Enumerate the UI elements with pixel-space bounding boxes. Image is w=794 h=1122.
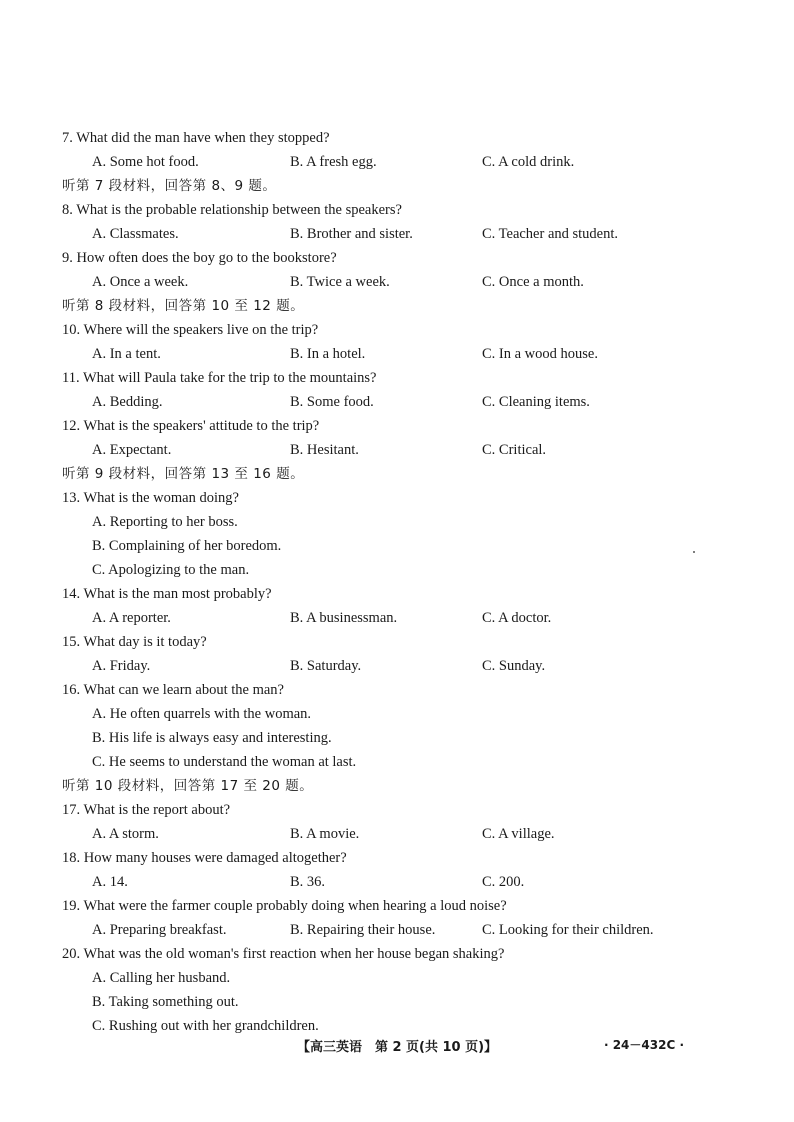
- answer-option-b: B. Twice a week.: [290, 274, 390, 290]
- answer-option-c: C. Cleaning items.: [482, 394, 590, 410]
- answer-option-b: B. Brother and sister.: [290, 226, 413, 242]
- question-stem: 10. Where will the speakers live on the trip?: [62, 322, 319, 338]
- question-stem: 15. What day is it today?: [62, 634, 207, 650]
- section-instruction: 听第 10 段材料，回答第 17 至 20 题。: [62, 778, 314, 794]
- answer-option-c: C. He seems to understand the woman at last.: [92, 754, 357, 770]
- answer-option-a: A. 14.: [92, 874, 128, 890]
- question-stem: 20. What was the old woman's first reaction when her house began shaking?: [62, 946, 505, 962]
- question-stem: 9. How often does the boy go to the bookstore?: [62, 250, 337, 266]
- answer-option-c: C. Sunday.: [482, 658, 546, 674]
- answer-option-c: C. Critical.: [482, 442, 547, 458]
- answer-option-a: A. A storm.: [92, 826, 159, 842]
- answer-options-row: [62, 654, 742, 678]
- answer-option-c: C. 200.: [482, 874, 525, 890]
- question-stem: 19. What were the farmer couple probably doing when hearing a loud noise?: [62, 898, 507, 914]
- question-stem: 17. What is the report about?: [62, 802, 231, 818]
- answer-options-row: [62, 150, 742, 174]
- answer-option-c: C. Looking for their children.: [482, 922, 654, 938]
- question-stem: 7. What did the man have when they stopped?: [62, 130, 330, 146]
- answer-option-a: A. Preparing breakfast.: [92, 922, 227, 938]
- answer-options-row: [62, 438, 742, 462]
- answer-option-a: A. Expectant.: [92, 442, 172, 458]
- question-list: [62, 126, 742, 1038]
- answer-option-c: C. Rushing out with her grandchildren.: [92, 1018, 319, 1034]
- answer-option-b: B. A businessman.: [290, 610, 398, 626]
- question-stem: 13. What is the woman doing?: [62, 490, 239, 506]
- question-stem: 16. What can we learn about the man?: [62, 682, 284, 698]
- answer-option-a: A. Reporting to her boss.: [92, 514, 238, 530]
- answer-option-c: C. A cold drink.: [482, 154, 575, 170]
- footer-page-info: 【高三英语 第 2 页(共 10 页)】: [296, 1040, 498, 1055]
- answer-option-a: A. In a tent.: [92, 346, 161, 362]
- answer-option-b: B. Repairing their house.: [290, 922, 436, 938]
- scan-speck: [693, 551, 695, 553]
- answer-options-row: [62, 222, 742, 246]
- answer-option-b: B. In a hotel.: [290, 346, 366, 362]
- footer-paper-code: · 24－432C ·: [603, 1038, 684, 1052]
- section-instruction: 听第 8 段材料，回答第 10 至 12 题。: [62, 298, 305, 314]
- answer-option-b: B. His life is always easy and interesting.: [92, 730, 332, 746]
- answer-option-c: C. A doctor.: [482, 610, 552, 626]
- answer-option-b: B. Saturday.: [290, 658, 362, 674]
- answer-option-b: B. Hesitant.: [290, 442, 359, 458]
- answer-option-a: A. Classmates.: [92, 226, 179, 242]
- answer-options-row: [62, 342, 742, 366]
- question-stem: 14. What is the man most probably?: [62, 586, 272, 602]
- section-instruction: 听第 9 段材料，回答第 13 至 16 题。: [62, 466, 305, 482]
- answer-option-a: A. Bedding.: [92, 394, 163, 410]
- answer-options-row: [62, 270, 742, 294]
- answer-option-c: C. Teacher and student.: [482, 226, 619, 242]
- answer-option-b: B. A fresh egg.: [290, 154, 377, 170]
- answer-option-a: A. A reporter.: [92, 610, 171, 626]
- answer-option-a: A. Some hot food.: [92, 154, 199, 170]
- question-stem: 11. What will Paula take for the trip to the mountains?: [62, 370, 377, 386]
- answer-option-a: A. Friday.: [92, 658, 151, 674]
- answer-options-row: [62, 390, 742, 414]
- answer-options-row: [62, 870, 742, 894]
- question-stem: 18. How many houses were damaged altogether?: [62, 850, 347, 866]
- answer-option-b: B. Some food.: [290, 394, 374, 410]
- answer-option-c: C. In a wood house.: [482, 346, 598, 362]
- answer-option-b: B. A movie.: [290, 826, 360, 842]
- section-instruction: 听第 7 段材料，回答第 8、9 题。: [62, 178, 277, 194]
- answer-options-row: [62, 918, 742, 942]
- answer-option-c: C. A village.: [482, 826, 555, 842]
- answer-option-a: A. Calling her husband.: [92, 970, 231, 986]
- question-stem: 8. What is the probable relationship between the speakers?: [62, 202, 402, 218]
- answer-option-a: A. He often quarrels with the woman.: [92, 706, 312, 722]
- question-stem: 12. What is the speakers' attitude to the trip?: [62, 418, 320, 434]
- answer-option-b: B. Complaining of her boredom.: [92, 538, 282, 554]
- answer-options-row: [62, 822, 742, 846]
- answer-option-c: C. Apologizing to the man.: [92, 562, 250, 578]
- page-footer: [0, 1036, 794, 1060]
- answer-option-a: A. Once a week.: [92, 274, 189, 290]
- answer-options-row: [62, 606, 742, 630]
- answer-option-b: B. Taking something out.: [92, 994, 239, 1010]
- answer-option-b: B. 36.: [290, 874, 326, 890]
- answer-option-c: C. Once a month.: [482, 274, 584, 290]
